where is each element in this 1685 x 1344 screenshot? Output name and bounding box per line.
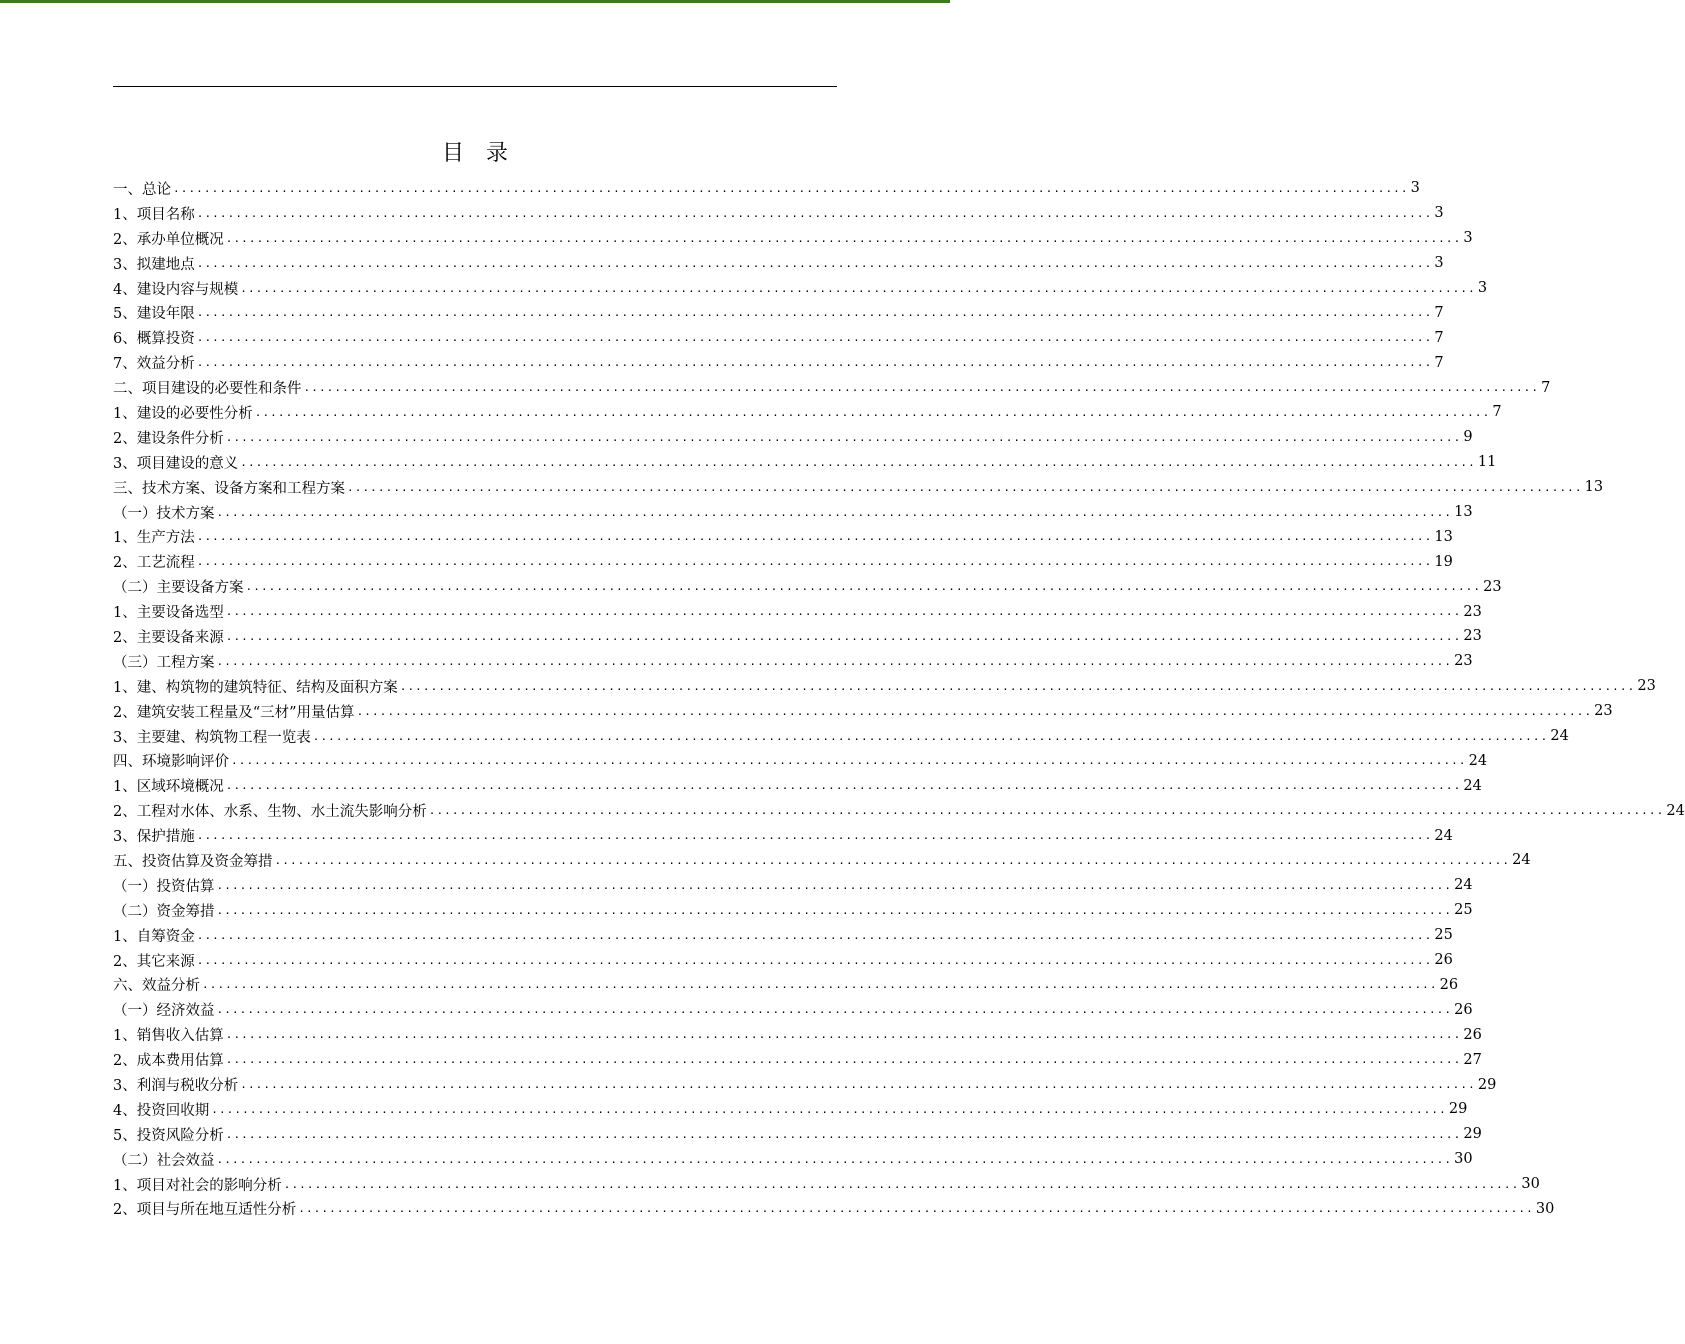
toc-leader-dots: ................................................................................................................................................................: [225, 1028, 1462, 1042]
toc-entry-label: （一）经济效益: [113, 1003, 215, 1020]
toc-entry[interactable]: [113, 400, 1502, 425]
toc-entry[interactable]: [113, 823, 1453, 848]
toc-entry-page: 27: [1463, 1051, 1482, 1068]
toc-entry-label: 5、建设年限: [113, 306, 195, 323]
toc-leader-dots: ................................................................................................................................................................: [216, 878, 1453, 892]
toc-leader-dots: ................................................................................................................................................................: [225, 629, 1462, 643]
toc-entry[interactable]: [113, 1122, 1482, 1147]
toc-entry-page: 30: [1454, 1151, 1473, 1168]
toc-entry[interactable]: [113, 599, 1482, 624]
toc-entry-page: 24: [1468, 752, 1488, 769]
toc-entry-page: 26: [1463, 1026, 1482, 1043]
header-rule: [113, 86, 837, 87]
toc-entry[interactable]: [113, 549, 1453, 574]
toc-entry-label: 二、项目建设的必要性和条件: [113, 381, 302, 398]
toc-entry-page: 26: [1439, 976, 1459, 993]
toc-leader-dots: ................................................................................................................................................................: [240, 455, 1476, 469]
toc-entry[interactable]: [113, 699, 1613, 724]
toc-entry[interactable]: [113, 848, 1531, 873]
toc-entry[interactable]: [113, 1172, 1540, 1197]
toc-entry[interactable]: [113, 898, 1473, 923]
toc-entry[interactable]: [113, 724, 1569, 749]
toc-entry[interactable]: [113, 624, 1482, 649]
toc-entry-label: 2、主要设备来源: [113, 629, 224, 646]
toc-entry-label: 3、主要建、构筑物工程一览表: [113, 729, 311, 746]
toc-entry-page: 3: [1410, 180, 1420, 197]
toc-entry[interactable]: [113, 475, 1604, 500]
toc-entry-page: 29: [1477, 1076, 1497, 1093]
toc-entry[interactable]: [113, 450, 1497, 475]
toc-entry-page: 11: [1477, 454, 1497, 471]
toc-entry[interactable]: [113, 425, 1473, 450]
toc-leader-dots: ................................................................................................................................................................: [225, 779, 1462, 793]
toc-entry[interactable]: [113, 997, 1473, 1022]
toc-leader-dots: ................................................................................................................................................................: [196, 331, 1433, 345]
toc-entry-page: 13: [1434, 528, 1453, 545]
toc-entry[interactable]: [113, 1097, 1468, 1122]
toc-leader-dots: ................................................................................................................................................................: [196, 928, 1433, 942]
toc-entry[interactable]: [113, 300, 1444, 325]
toc-leader-dots: ................................................................................................................................................................: [211, 1102, 1447, 1116]
toc-entry-label: （一）技术方案: [113, 505, 215, 522]
toc-entry[interactable]: [113, 674, 1656, 699]
toc-leader-dots: ................................................................................................................................................................: [240, 1078, 1476, 1091]
toc-entry[interactable]: [113, 1047, 1482, 1072]
toc-leader-dots: ................................................................................................................................................................: [196, 356, 1433, 370]
toc-entry[interactable]: [113, 325, 1444, 350]
toc-entry-label: 1、主要设备选型: [113, 605, 224, 622]
toc-entry-label: 3、拟建地点: [113, 256, 195, 273]
toc-entry-label: 6、概算投资: [113, 331, 195, 348]
toc-leader-dots: ................................................................................................................................................................: [347, 480, 1583, 494]
toc-entry-page: 24: [1463, 777, 1482, 794]
toc-entry-page: 23: [1483, 578, 1502, 595]
toc-entry-page: 9: [1463, 429, 1473, 446]
toc-entry-label: 1、项目对社会的影响分析: [113, 1177, 282, 1194]
toc-entry-page: 29: [1448, 1101, 1468, 1118]
toc-entry-label: 2、项目与所在地互适性分析: [113, 1202, 297, 1219]
toc-entry-page: 24: [1454, 877, 1473, 894]
toc-entry[interactable]: [113, 1072, 1497, 1097]
toc-entry[interactable]: [113, 873, 1473, 898]
toc-leader-dots: ................................................................................................................................................................: [225, 231, 1462, 245]
toc-entry-label: 2、建设条件分析: [113, 430, 224, 447]
toc-entry-page: 7: [1541, 379, 1551, 396]
toc-entry-page: 7: [1434, 329, 1444, 346]
toc-entry-label: 一、总论: [113, 181, 171, 198]
toc-entry-page: 24: [1512, 852, 1531, 869]
toc-entry-page: 26: [1454, 1001, 1473, 1018]
toc-entry-label: 1、自筹资金: [113, 928, 195, 945]
toc-entry-label: 3、项目建设的意义: [113, 455, 239, 472]
toc-entry-page: 26: [1434, 952, 1453, 969]
toc-leader-dots: ................................................................................................................................................................: [202, 978, 1438, 992]
toc-leader-dots: ................................................................................................................................................................: [254, 405, 1491, 419]
toc-entry-page: 23: [1463, 628, 1482, 645]
toc-entry-page: 3: [1434, 255, 1444, 272]
toc-entry[interactable]: [113, 350, 1444, 375]
toc-leader-dots: ................................................................................................................................................................: [196, 206, 1433, 220]
toc-entry-page: 24: [1434, 827, 1453, 844]
toc-entry-label: 三、技术方案、设备方案和工程方案: [113, 480, 345, 497]
toc-leader-dots: ................................................................................................................................................................: [216, 903, 1453, 917]
toc-entry[interactable]: [113, 948, 1453, 973]
top-accent-bar: [0, 0, 950, 3]
toc-leader-dots: ................................................................................................................................................................: [428, 804, 1665, 818]
toc-leader-dots: ................................................................................................................................................................: [196, 256, 1433, 270]
toc-entry[interactable]: [113, 176, 1420, 201]
toc-leader-dots: ................................................................................................................................................................: [196, 306, 1433, 320]
toc-entry-page: 24: [1550, 728, 1569, 745]
toc-leader-dots: ................................................................................................................................................................: [283, 1177, 1520, 1191]
toc-entry-label: （二）社会效益: [113, 1152, 215, 1169]
toc-leader-dots: ................................................................................................................................................................: [303, 381, 1540, 395]
toc-entry-label: 1、建设的必要性分析: [113, 405, 253, 422]
toc-entry-page: 13: [1454, 504, 1473, 521]
toc-entry-label: 五、投资估算及资金筹措: [113, 853, 273, 870]
toc-entry-label: 2、工程对水体、水系、生物、水土流失影响分析: [113, 804, 427, 821]
table-of-contents: [113, 176, 1685, 1221]
toc-entry[interactable]: [113, 1147, 1473, 1172]
toc-entry-label: 四、环境影响评价: [113, 754, 229, 771]
toc-entry-label: （二）资金筹措: [113, 903, 215, 920]
toc-entry-label: 2、工艺流程: [113, 555, 195, 572]
toc-entry[interactable]: [113, 748, 1488, 773]
toc-leader-dots: ................................................................................................................................................................: [196, 555, 1433, 569]
toc-entry-label: 3、利润与税收分析: [113, 1078, 239, 1094]
toc-leader-dots: ................................................................................................................................................................: [225, 1127, 1462, 1141]
toc-entry-label: 4、投资回收期: [113, 1102, 210, 1119]
toc-entry-label: 1、销售收入估算: [113, 1028, 224, 1045]
toc-entry-page: 13: [1584, 479, 1604, 496]
toc-entry[interactable]: [113, 798, 1685, 823]
toc-entry-label: 2、建筑安装工程量及“三材”用量估算: [113, 704, 355, 721]
toc-leader-dots: ................................................................................................................................................................: [196, 953, 1433, 967]
toc-entry[interactable]: [113, 375, 1551, 400]
toc-entry-label: 2、成本费用估算: [113, 1053, 224, 1070]
toc-leader-dots: ................................................................................................................................................................: [231, 754, 1467, 768]
toc-leader-dots: ................................................................................................................................................................: [245, 580, 1482, 594]
toc-entry[interactable]: [113, 649, 1473, 674]
toc-entry-page: 7: [1434, 304, 1444, 321]
toc-entry-label: 4、建设内容与规模: [113, 281, 239, 298]
toc-entry-label: 2、承办单位概况: [113, 231, 224, 248]
toc-leader-dots: ................................................................................................................................................................: [240, 281, 1476, 295]
toc-entry-label: 1、区域环境概况: [113, 779, 224, 796]
toc-entry-page: 30: [1535, 1200, 1555, 1217]
toc-entry[interactable]: [113, 574, 1502, 599]
toc-entry-page: 7: [1492, 404, 1502, 421]
toc-leader-dots: ................................................................................................................................................................: [298, 1202, 1534, 1216]
toc-entry-page: 24: [1666, 802, 1685, 819]
toc-entry-page: 30: [1521, 1176, 1540, 1193]
toc-leader-dots: ................................................................................................................................................................: [274, 853, 1511, 867]
toc-entry-page: 7: [1434, 354, 1444, 371]
toc-leader-dots: ................................................................................................................................................................: [173, 181, 1409, 195]
toc-entry-page: 3: [1434, 205, 1444, 222]
toc-entry-page: 25: [1454, 902, 1473, 919]
toc-title: 目录: [441, 141, 530, 166]
toc-entry-label: 5、投资风险分析: [113, 1127, 224, 1144]
toc-leader-dots: ................................................................................................................................................................: [216, 505, 1453, 519]
toc-leader-dots: ................................................................................................................................................................: [216, 1003, 1453, 1017]
toc-entry-label: （三）工程方案: [113, 654, 215, 671]
toc-leader-dots: ................................................................................................................................................................: [356, 704, 1593, 718]
toc-leader-dots: ................................................................................................................................................................: [225, 1053, 1462, 1067]
toc-entry-page: 23: [1594, 703, 1613, 720]
toc-leader-dots: ................................................................................................................................................................: [216, 1152, 1453, 1166]
toc-entry-label: 1、生产方法: [113, 530, 195, 547]
toc-entry-label: 六、效益分析: [113, 978, 200, 995]
toc-leader-dots: ................................................................................................................................................................: [225, 430, 1462, 444]
toc-leader-dots: ................................................................................................................................................................: [216, 654, 1453, 668]
toc-entry-page: 29: [1463, 1126, 1482, 1143]
toc-entry[interactable]: [113, 276, 1488, 301]
toc-entry-label: 7、效益分析: [113, 356, 195, 373]
toc-entry-page: 3: [1463, 230, 1473, 247]
toc-leader-dots: ................................................................................................................................................................: [312, 729, 1549, 743]
toc-leader-dots: ................................................................................................................................................................: [225, 605, 1462, 619]
toc-entry[interactable]: [113, 201, 1444, 226]
toc-entry-page: 23: [1454, 653, 1473, 670]
toc-entry-label: 2、其它来源: [113, 953, 195, 970]
toc-entry-label: 1、项目名称: [113, 206, 195, 223]
toc-entry[interactable]: [113, 524, 1453, 549]
toc-entry[interactable]: [113, 251, 1444, 276]
toc-entry-page: 19: [1434, 553, 1453, 570]
toc-leader-dots: ................................................................................................................................................................: [399, 679, 1636, 693]
toc-entry-page: 25: [1434, 927, 1453, 944]
toc-leader-dots: ................................................................................................................................................................: [196, 829, 1433, 843]
toc-entry[interactable]: [113, 1022, 1482, 1047]
toc-entry[interactable]: [113, 923, 1453, 948]
toc-entry-label: 3、保护措施: [113, 829, 195, 846]
toc-entry-page: 23: [1637, 678, 1656, 695]
toc-entry[interactable]: [113, 973, 1459, 998]
toc-entry[interactable]: [113, 1197, 1555, 1222]
toc-entry-label: （一）投资估算: [113, 878, 215, 895]
toc-entry[interactable]: [113, 226, 1473, 251]
toc-entry-label: （二）主要设备方案: [113, 580, 244, 597]
toc-entry-page: 23: [1463, 603, 1482, 620]
toc-leader-dots: ................................................................................................................................................................: [196, 530, 1433, 544]
toc-entry-page: 3: [1477, 280, 1488, 296]
toc-entry-label: 1、建、构筑物的建筑特征、结构及面积方案: [113, 679, 398, 696]
toc-entry[interactable]: [113, 773, 1482, 798]
toc-entry[interactable]: [113, 500, 1473, 525]
